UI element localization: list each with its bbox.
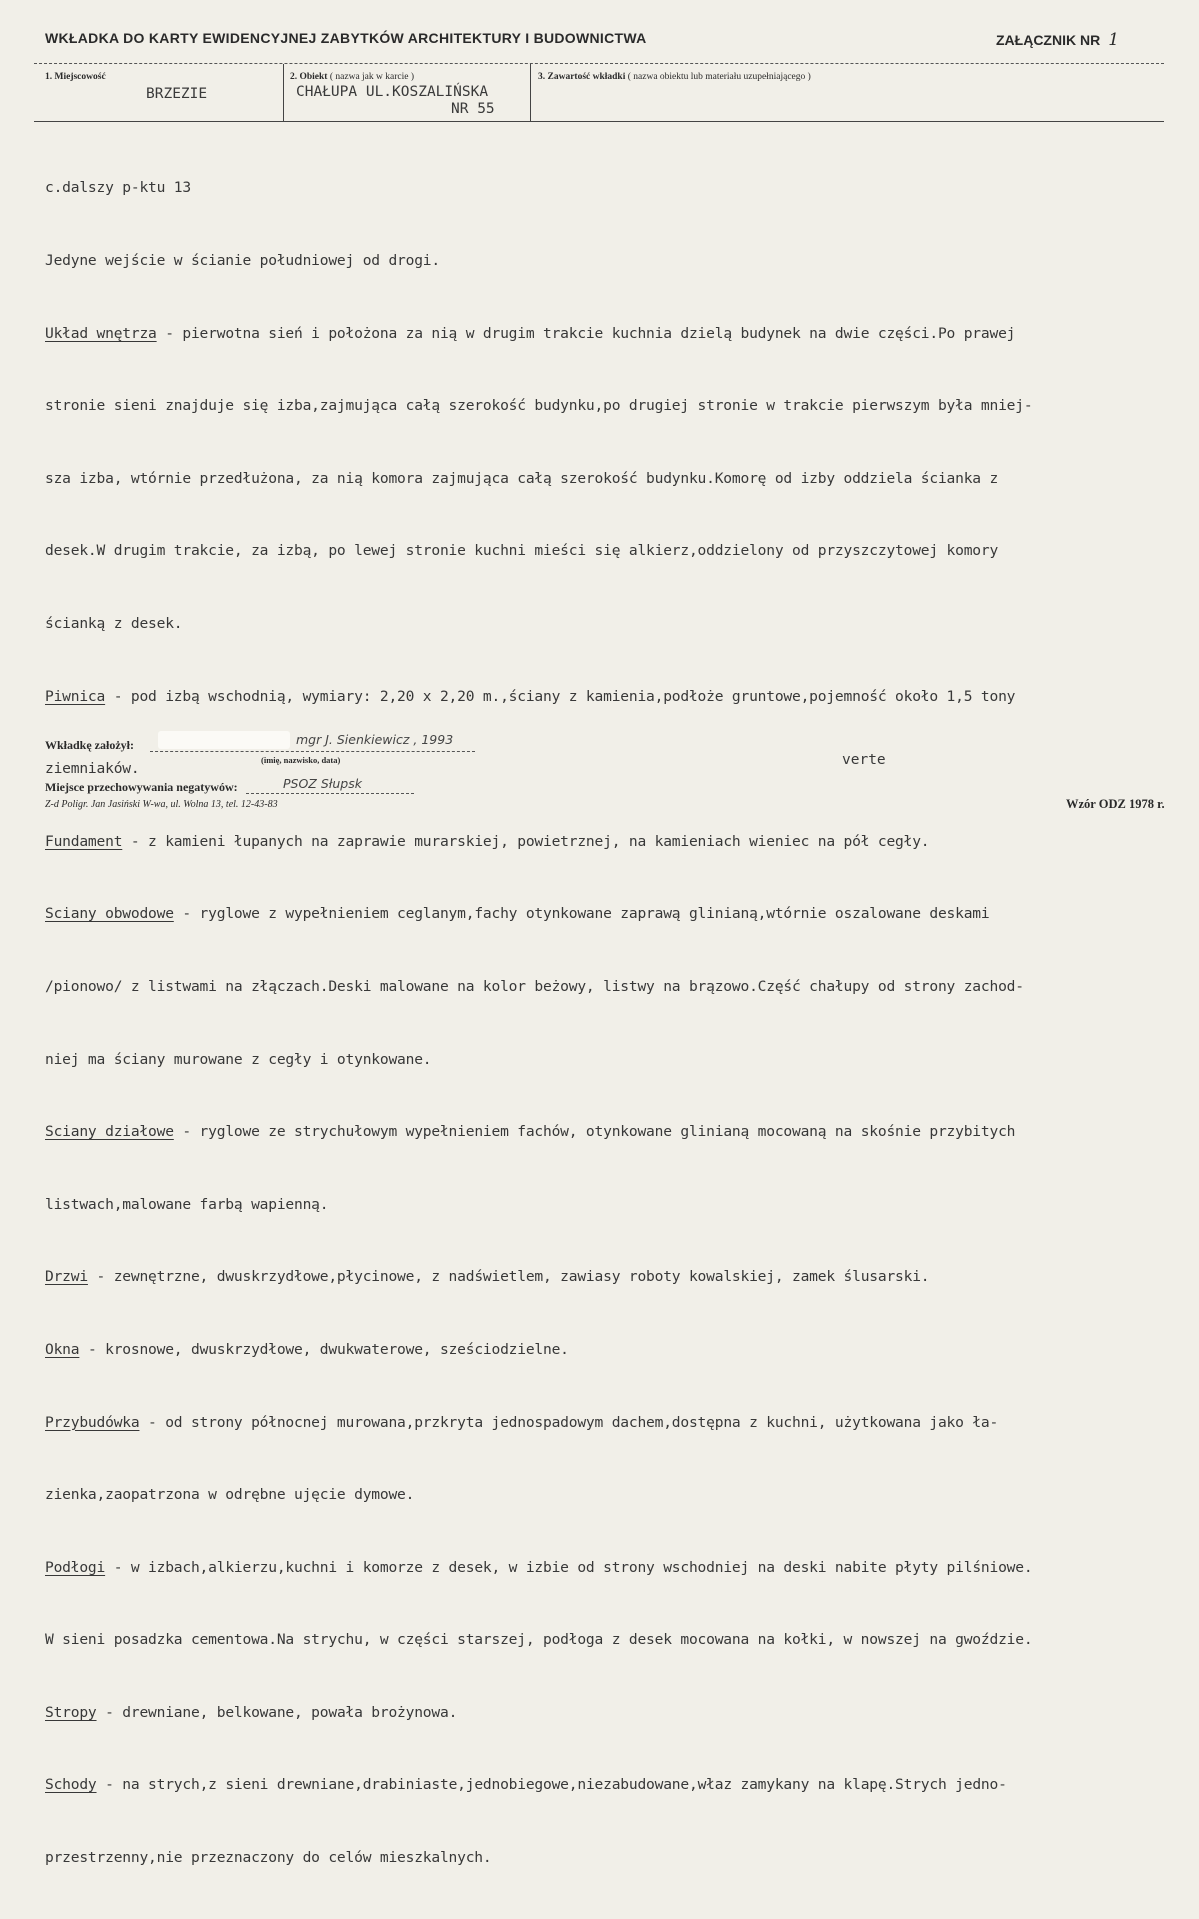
description-line: listwach,malowane farbą wapienną. <box>45 1195 329 1213</box>
description-line: Jedyne wejście w ścianie południowej od drogi. <box>45 252 440 269</box>
description-line: Układ wnętrza - pierwotna sień i położona za nią w drugim trakcie kuchnia dzielą budynek na dwie części.Po prawej <box>45 324 1016 342</box>
description-line: Schody - na strych,z sieni drewniane,drabiniaste,jednobiegowe,niezabudowane,właz zamykany na klapę.Strych jedno- <box>45 1776 1007 1794</box>
description-line: Piwnica - pod izbą wschodnią, wymiary: 2,20 x 2,20 m.,ściany z kamienia,podłoże gruntowe,pojemność około 1,5 tony <box>45 687 1016 705</box>
object-label-hint: ( nazwa jak w karcie ) <box>329 72 414 82</box>
section-heading: Drzwi <box>45 1268 88 1286</box>
section-heading: Sciany działowe <box>45 1123 174 1141</box>
attachment-label: ZAŁĄCZNIK NR <box>996 32 1101 48</box>
description-line: Okna - krosnowe, dwuskrzydłowe, dwukwaterowe, sześciodzielne. <box>45 1340 569 1358</box>
negatives-line <box>246 793 414 794</box>
section-heading: Okna <box>45 1340 80 1358</box>
description-line: Drzwi - zewnętrzne, dwuskrzydłowe,płycinowe, z nadświetlem, zawiasy roboty kowalskiej, zamek ślusarski. <box>45 1268 930 1286</box>
redaction-patch <box>158 731 290 749</box>
content-label-hint: ( nazwa obiektu lub materiału uzupełniającego ) <box>627 72 811 82</box>
description-text <box>45 128 1199 1919</box>
locality-value: BRZEZIE <box>146 86 208 102</box>
description-line: ścianką z desek. <box>45 614 183 632</box>
description-line: Przybudówka - od strony północnej murowana,przkryta jednospadowym dachem,dostępna z kuchni, użytkowana jako ła- <box>45 1413 999 1431</box>
content-label <box>538 72 811 82</box>
description-line: niej ma ściany murowane z cegły i otynkowane. <box>45 1050 432 1068</box>
description-line: sza izba, wtórnie przedłużona, za nią komora zajmująca całą szerokość budynku.Komorę od izby oddziela ścianka z <box>45 469 999 487</box>
section-heading: Podłogi <box>45 1558 106 1576</box>
form-model: Wzór ODZ 1978 r. <box>1066 797 1165 811</box>
object-value-line-1: CHAŁUPA UL.KOSZALIŃSKA <box>296 84 489 100</box>
section-heading: Stropy <box>45 1703 97 1721</box>
description-line: W sieni posadzka cementowa.Na strychu, w części starszej, podłoga z desek mocowana na kołki, w nowszej na gwoździe. <box>45 1631 1033 1649</box>
section-heading: Schody <box>45 1776 97 1794</box>
description-line: Podłogi - w izbach,alkierzu,kuchni i komorze z desek, w izbie od strony wschodniej na deski nabite płyty pilśniowe. <box>45 1558 1033 1576</box>
header-bottom-line <box>34 121 1164 122</box>
description-line: stronie sieni znajduje się izba,zajmująca całą szerokość budynku,po drugiej stronie w trakcie pierwszym była mniej- <box>45 397 1033 415</box>
description-line: Stropy - drewniane, belkowane, powała brożynowa. <box>45 1703 458 1721</box>
description-line: Sciany działowe - ryglowe ze strychułowym wypełnieniem fachów, otynkowane glinianą mocowaną na skośnie przybitych <box>45 1123 1016 1141</box>
negatives-label: Miejsce przechowywania negatywów: <box>45 780 238 794</box>
object-label <box>290 72 414 82</box>
printer-imprint: Z-d Poligr. Jan Jasiński W-wa, ul. Wolna 13, tel. 12-43-83 <box>45 799 278 810</box>
author-label: Wkładkę założył: <box>45 738 134 752</box>
field-divider-2 <box>530 64 531 121</box>
author-value: mgr J. Sienkiewicz , 1993 <box>296 732 454 747</box>
description-line: zienka,zaopatrzona w odrębne ujęcie dymowe. <box>45 1486 415 1504</box>
section-heading: Sciany obwodowe <box>45 905 174 923</box>
object-label-text: 2. Obiekt <box>290 72 328 82</box>
description-line: c.dalszy p-ktu 13 <box>45 179 191 197</box>
author-hint: (imię, nazwisko, data) <box>261 755 341 765</box>
attachment-number-value: 1 <box>1108 30 1120 50</box>
description-line: desek.W drugim trakcie, za izbą, po lewej stronie kuchni mieści się alkierz,oddzielony od przyszczytowej komory <box>45 542 999 560</box>
field-divider-1 <box>283 64 284 121</box>
locality-label: 1. Miejscowość <box>45 72 106 82</box>
verte-note: verte <box>842 752 886 768</box>
attachment-number <box>996 30 1119 50</box>
negatives-value: PSOZ Słupsk <box>283 776 362 791</box>
description-line: ziemniaków. <box>45 760 140 778</box>
description-line: Fundament - z kamieni łupanych na zaprawie murarskiej, powietrznej, na kamieniach wieniec na pół cegły. <box>45 832 930 850</box>
object-value-line-2: NR 55 <box>451 101 495 117</box>
section-heading: Fundament <box>45 832 123 850</box>
section-heading: Układ wnętrza <box>45 324 157 342</box>
description-line: /pionowo/ z listwami na złączach.Deski malowane na kolor beżowy, listwy na brązowo.Część chałupy od strony zachod- <box>45 977 1024 995</box>
form-title: WKŁADKA DO KARTY EWIDENCYJNEJ ZABYTKÓW ARCHITEKTURY I BUDOWNICTWA <box>45 30 647 46</box>
description-line: Sciany obwodowe - ryglowe z wypełnieniem ceglanym,fachy otynkowane zaprawą glinianą,wtórnie oszalowane deskami <box>45 905 990 923</box>
content-label-text: 3. Zawartość wkładki <box>538 72 626 82</box>
author-line <box>150 751 475 752</box>
section-heading: Przybudówka <box>45 1413 140 1431</box>
section-heading: Piwnica <box>45 687 106 705</box>
description-line: przestrzenny,nie przeznaczony do celów mieszkalnych. <box>45 1849 492 1867</box>
header-top-line <box>34 63 1164 64</box>
